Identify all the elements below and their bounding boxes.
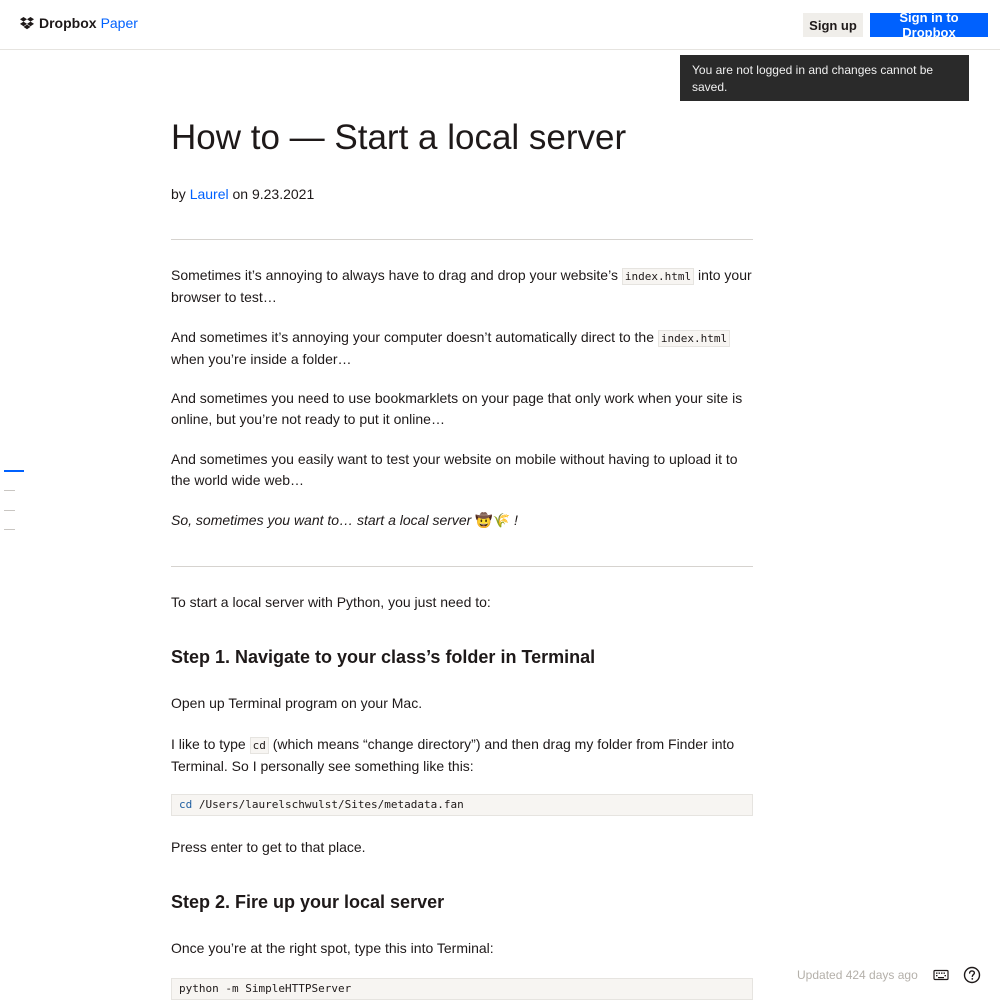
- paragraph[interactable]: Once you’re at the right spot, type this into Terminal:: [171, 940, 494, 956]
- divider: [171, 239, 753, 240]
- author-link[interactable]: Laurel: [189, 186, 229, 202]
- divider: [171, 566, 753, 567]
- top-bar: [0, 0, 1000, 50]
- byline-prefix: by: [171, 186, 190, 202]
- code-text: /Users/laurelschwulst/Sites/metadata.fan: [192, 798, 464, 811]
- keyboard-icon[interactable]: [933, 967, 949, 983]
- sign-up-button[interactable]: Sign up: [803, 13, 863, 37]
- paragraph[interactable]: [171, 510, 753, 532]
- paragraph[interactable]: Press enter to get to that place.: [171, 839, 366, 855]
- code-block[interactable]: [171, 794, 753, 816]
- inline-code: index.html: [658, 330, 730, 347]
- step1-heading[interactable]: Step 1. Navigate to your class’s folder in Terminal: [171, 647, 596, 667]
- sign-in-button[interactable]: Sign in to Dropbox: [870, 13, 988, 37]
- paragraph[interactable]: [171, 327, 753, 370]
- paragraph[interactable]: [171, 265, 753, 308]
- byline: [171, 186, 314, 202]
- help-icon[interactable]: [963, 966, 981, 984]
- inline-code: cd: [250, 737, 269, 754]
- text-run: (which means “change directory”) and then drag my folder from Finder into Terminal. So I personally see something like this:: [171, 736, 735, 774]
- text-run: I like to type: [171, 736, 250, 752]
- dropbox-icon: [20, 16, 34, 30]
- product-name: Paper: [100, 15, 138, 31]
- paragraph[interactable]: To start a local server with Python, you just need to:: [171, 594, 491, 610]
- updated-timestamp: Updated 424 days ago: [797, 968, 918, 982]
- publish-date: 9.23.2021: [251, 186, 315, 202]
- not-logged-in-toast: You are not logged in and changes cannot be saved.: [680, 55, 969, 101]
- text-run: And sometimes it’s annoying your computer doesn’t automatically direct to the: [171, 329, 658, 345]
- byline-middle: on: [228, 186, 252, 202]
- code-keyword: cd: [179, 798, 193, 811]
- text-run: !: [510, 512, 518, 528]
- dropbox-paper-logo[interactable]: [20, 15, 138, 31]
- text-run: Sometimes it’s annoying to always have to drag and drop your website’s: [171, 267, 622, 283]
- inline-code: index.html: [622, 268, 694, 285]
- step2-heading[interactable]: Step 2. Fire up your local server: [171, 892, 445, 912]
- text-run: when you’re inside a folder…: [171, 351, 352, 367]
- cowboy-wheat-emoji: 🤠🌾: [475, 513, 511, 529]
- page-title[interactable]: How to — Start a local server: [171, 118, 627, 157]
- text-run: So, sometimes you want to… start a local server: [171, 512, 476, 528]
- text-run: into your browser to test…: [171, 267, 752, 305]
- paragraph[interactable]: Open up Terminal program on your Mac.: [171, 695, 423, 711]
- brand-name: Dropbox: [39, 15, 97, 31]
- outline-marker[interactable]: [4, 529, 15, 530]
- outline-marker-active[interactable]: [4, 470, 24, 472]
- paragraph[interactable]: [171, 734, 753, 777]
- code-block[interactable]: python -m SimpleHTTPServer: [171, 978, 753, 1000]
- paragraph[interactable]: And sometimes you need to use bookmarklets on your page that only work when your site is online, but you’re not ready to put it online…: [171, 390, 743, 427]
- outline-marker[interactable]: [4, 490, 15, 491]
- paragraph[interactable]: And sometimes you easily want to test your website on mobile without having to upload it to the world wide web…: [171, 451, 738, 488]
- outline-marker[interactable]: [4, 510, 15, 511]
